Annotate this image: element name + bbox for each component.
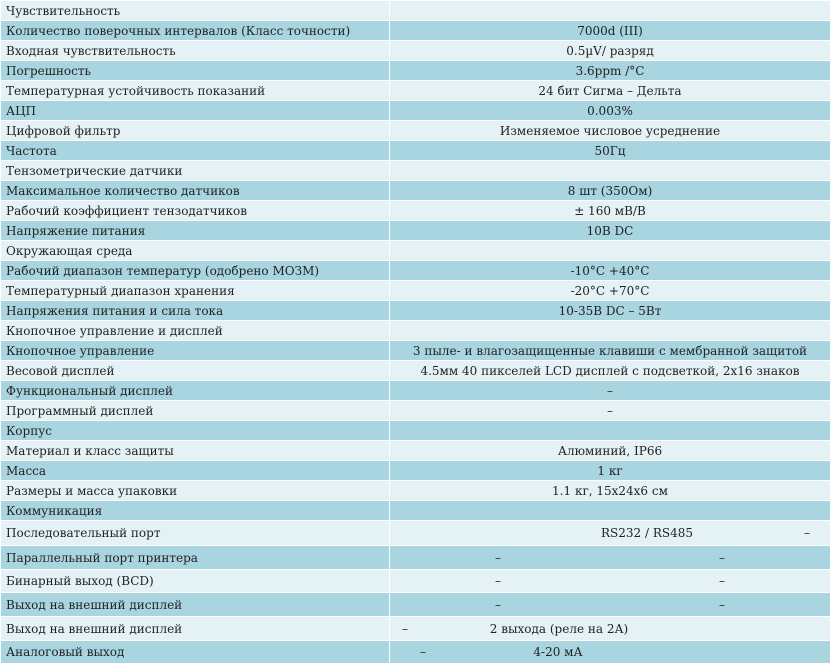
spec-value	[390, 241, 831, 261]
spec-row	[1, 421, 831, 441]
spec-row	[1, 341, 831, 361]
spec-value	[390, 617, 831, 641]
spec-value: 3 пыле- и влагозащищенные клавиши с мембранной защитой	[390, 341, 831, 361]
spec-label: Кнопочное управление	[1, 341, 390, 361]
spec-row	[1, 61, 831, 81]
spec-label: Чувствительность	[1, 1, 390, 21]
spec-value-right: –	[719, 574, 725, 588]
spec-row	[1, 221, 831, 241]
spec-value-right: –	[804, 526, 810, 540]
spec-row	[1, 261, 831, 281]
spec-label: Материал и класс защиты	[1, 441, 390, 461]
spec-label: Тензометрические датчики	[1, 161, 390, 181]
spec-value	[390, 321, 831, 341]
spec-value: 8 шт (350Ом)	[390, 181, 831, 201]
spec-row	[1, 1, 831, 21]
spec-row	[1, 381, 831, 401]
spec-label: Окружающая среда	[1, 241, 390, 261]
spec-value	[390, 421, 831, 441]
spec-label: Программный дисплей	[1, 401, 390, 421]
spec-label: Максимальное количество датчиков	[1, 181, 390, 201]
spec-row	[1, 570, 831, 593]
spec-row	[1, 81, 831, 101]
spec-label: Функциональный дисплей	[1, 381, 390, 401]
spec-value	[390, 593, 831, 617]
spec-value	[390, 501, 831, 521]
spec-row	[1, 481, 831, 501]
spec-value-left: –	[495, 597, 501, 612]
spec-value-left: –	[495, 550, 501, 565]
spec-value: 10-35В DC – 5Вт	[390, 301, 831, 321]
spec-row	[1, 241, 831, 261]
spec-row	[1, 361, 831, 381]
spec-label: Количество поверочных интервалов (Класс точности)	[1, 21, 390, 41]
spec-label: Напряжение питания	[1, 221, 390, 241]
spec-value	[390, 546, 831, 570]
spec-value: 10В DC	[390, 221, 831, 241]
spec-value: 50Гц	[390, 141, 831, 161]
spec-value: 4.5мм 40 пикселей LCD дисплей с подсветкой, 2x16 знаков	[390, 361, 831, 381]
spec-row	[1, 546, 831, 570]
spec-row	[1, 21, 831, 41]
spec-value	[390, 161, 831, 181]
spec-row	[1, 41, 831, 61]
spec-value: –	[390, 381, 831, 401]
spec-label: Температурная устойчивость показаний	[1, 81, 390, 101]
spec-value: ± 160 мВ/В	[390, 201, 831, 221]
spec-value-right: –	[719, 597, 725, 612]
spec-label: Температурный диапазон хранения	[1, 281, 390, 301]
spec-value: Алюминий, IP66	[390, 441, 831, 461]
spec-value: 7000d (III)	[390, 21, 831, 41]
spec-label: Бинарный выход (BCD)	[1, 570, 390, 593]
spec-row	[1, 201, 831, 221]
spec-label: Выход на внешний дисплей	[1, 617, 390, 641]
spec-label: Параллельный порт принтера	[1, 546, 390, 570]
spec-row	[1, 441, 831, 461]
spec-value: -10°C +40°C	[390, 261, 831, 281]
spec-value-right: –	[719, 550, 725, 565]
spec-value	[390, 570, 831, 593]
spec-row	[1, 641, 831, 664]
spec-value: 1.1 кг, 15x24x6 см	[390, 481, 831, 501]
spec-value: 0.5µV/ разряд	[390, 41, 831, 61]
spec-row	[1, 301, 831, 321]
spec-value: –	[390, 401, 831, 421]
spec-label: Размеры и масса упаковки	[1, 481, 390, 501]
spec-row	[1, 401, 831, 421]
spec-value	[390, 1, 831, 21]
spec-label: Кнопочное управление и дисплей	[1, 321, 390, 341]
spec-row	[1, 461, 831, 481]
spec-value-center: 4-20 мА	[533, 645, 583, 659]
spec-value-left: –	[495, 574, 501, 588]
spec-value-center: RS232 / RS485	[601, 526, 693, 540]
spec-value-left: –	[402, 621, 408, 636]
spec-row	[1, 161, 831, 181]
spec-value: 0.003%	[390, 101, 831, 121]
spec-value: 24 бит Сигма – Дельта	[390, 81, 831, 101]
spec-row	[1, 593, 831, 617]
spec-value-left: –	[420, 645, 426, 659]
spec-row	[1, 141, 831, 161]
spec-label: Цифровой фильтр	[1, 121, 390, 141]
spec-row	[1, 321, 831, 341]
spec-label: Последовательный порт	[1, 521, 390, 546]
spec-label: Масса	[1, 461, 390, 481]
spec-label: Частота	[1, 141, 390, 161]
spec-label: АЦП	[1, 101, 390, 121]
spec-label: Погрешность	[1, 61, 390, 81]
spec-label: Рабочий диапазон температур (одобрено МОЗМ)	[1, 261, 390, 281]
spec-label: Напряжения питания и сила тока	[1, 301, 390, 321]
spec-label: Корпус	[1, 421, 390, 441]
spec-label: Коммуникация	[1, 501, 390, 521]
spec-row	[1, 501, 831, 521]
spec-value: 1 кг	[390, 461, 831, 481]
spec-value: Изменяемое числовое усреднение	[390, 121, 831, 141]
spec-label: Выход на внешний дисплей	[1, 593, 390, 617]
spec-label: Входная чувствительность	[1, 41, 390, 61]
spec-value-center: 2 выхода (реле на 2А)	[489, 621, 629, 636]
spec-row	[1, 121, 831, 141]
spec-row	[1, 101, 831, 121]
spec-label: Рабочий коэффициент тензодатчиков	[1, 201, 390, 221]
spec-label: Весовой дисплей	[1, 361, 390, 381]
spec-row	[1, 281, 831, 301]
spec-value: -20°C +70°C	[390, 281, 831, 301]
spec-value	[390, 521, 831, 546]
spec-value	[390, 641, 831, 664]
spec-row	[1, 181, 831, 201]
spec-label: Аналоговый выход	[1, 641, 390, 664]
spec-row	[1, 617, 831, 641]
spec-value: 3.6ppm /°C	[390, 61, 831, 81]
spec-row	[1, 521, 831, 546]
